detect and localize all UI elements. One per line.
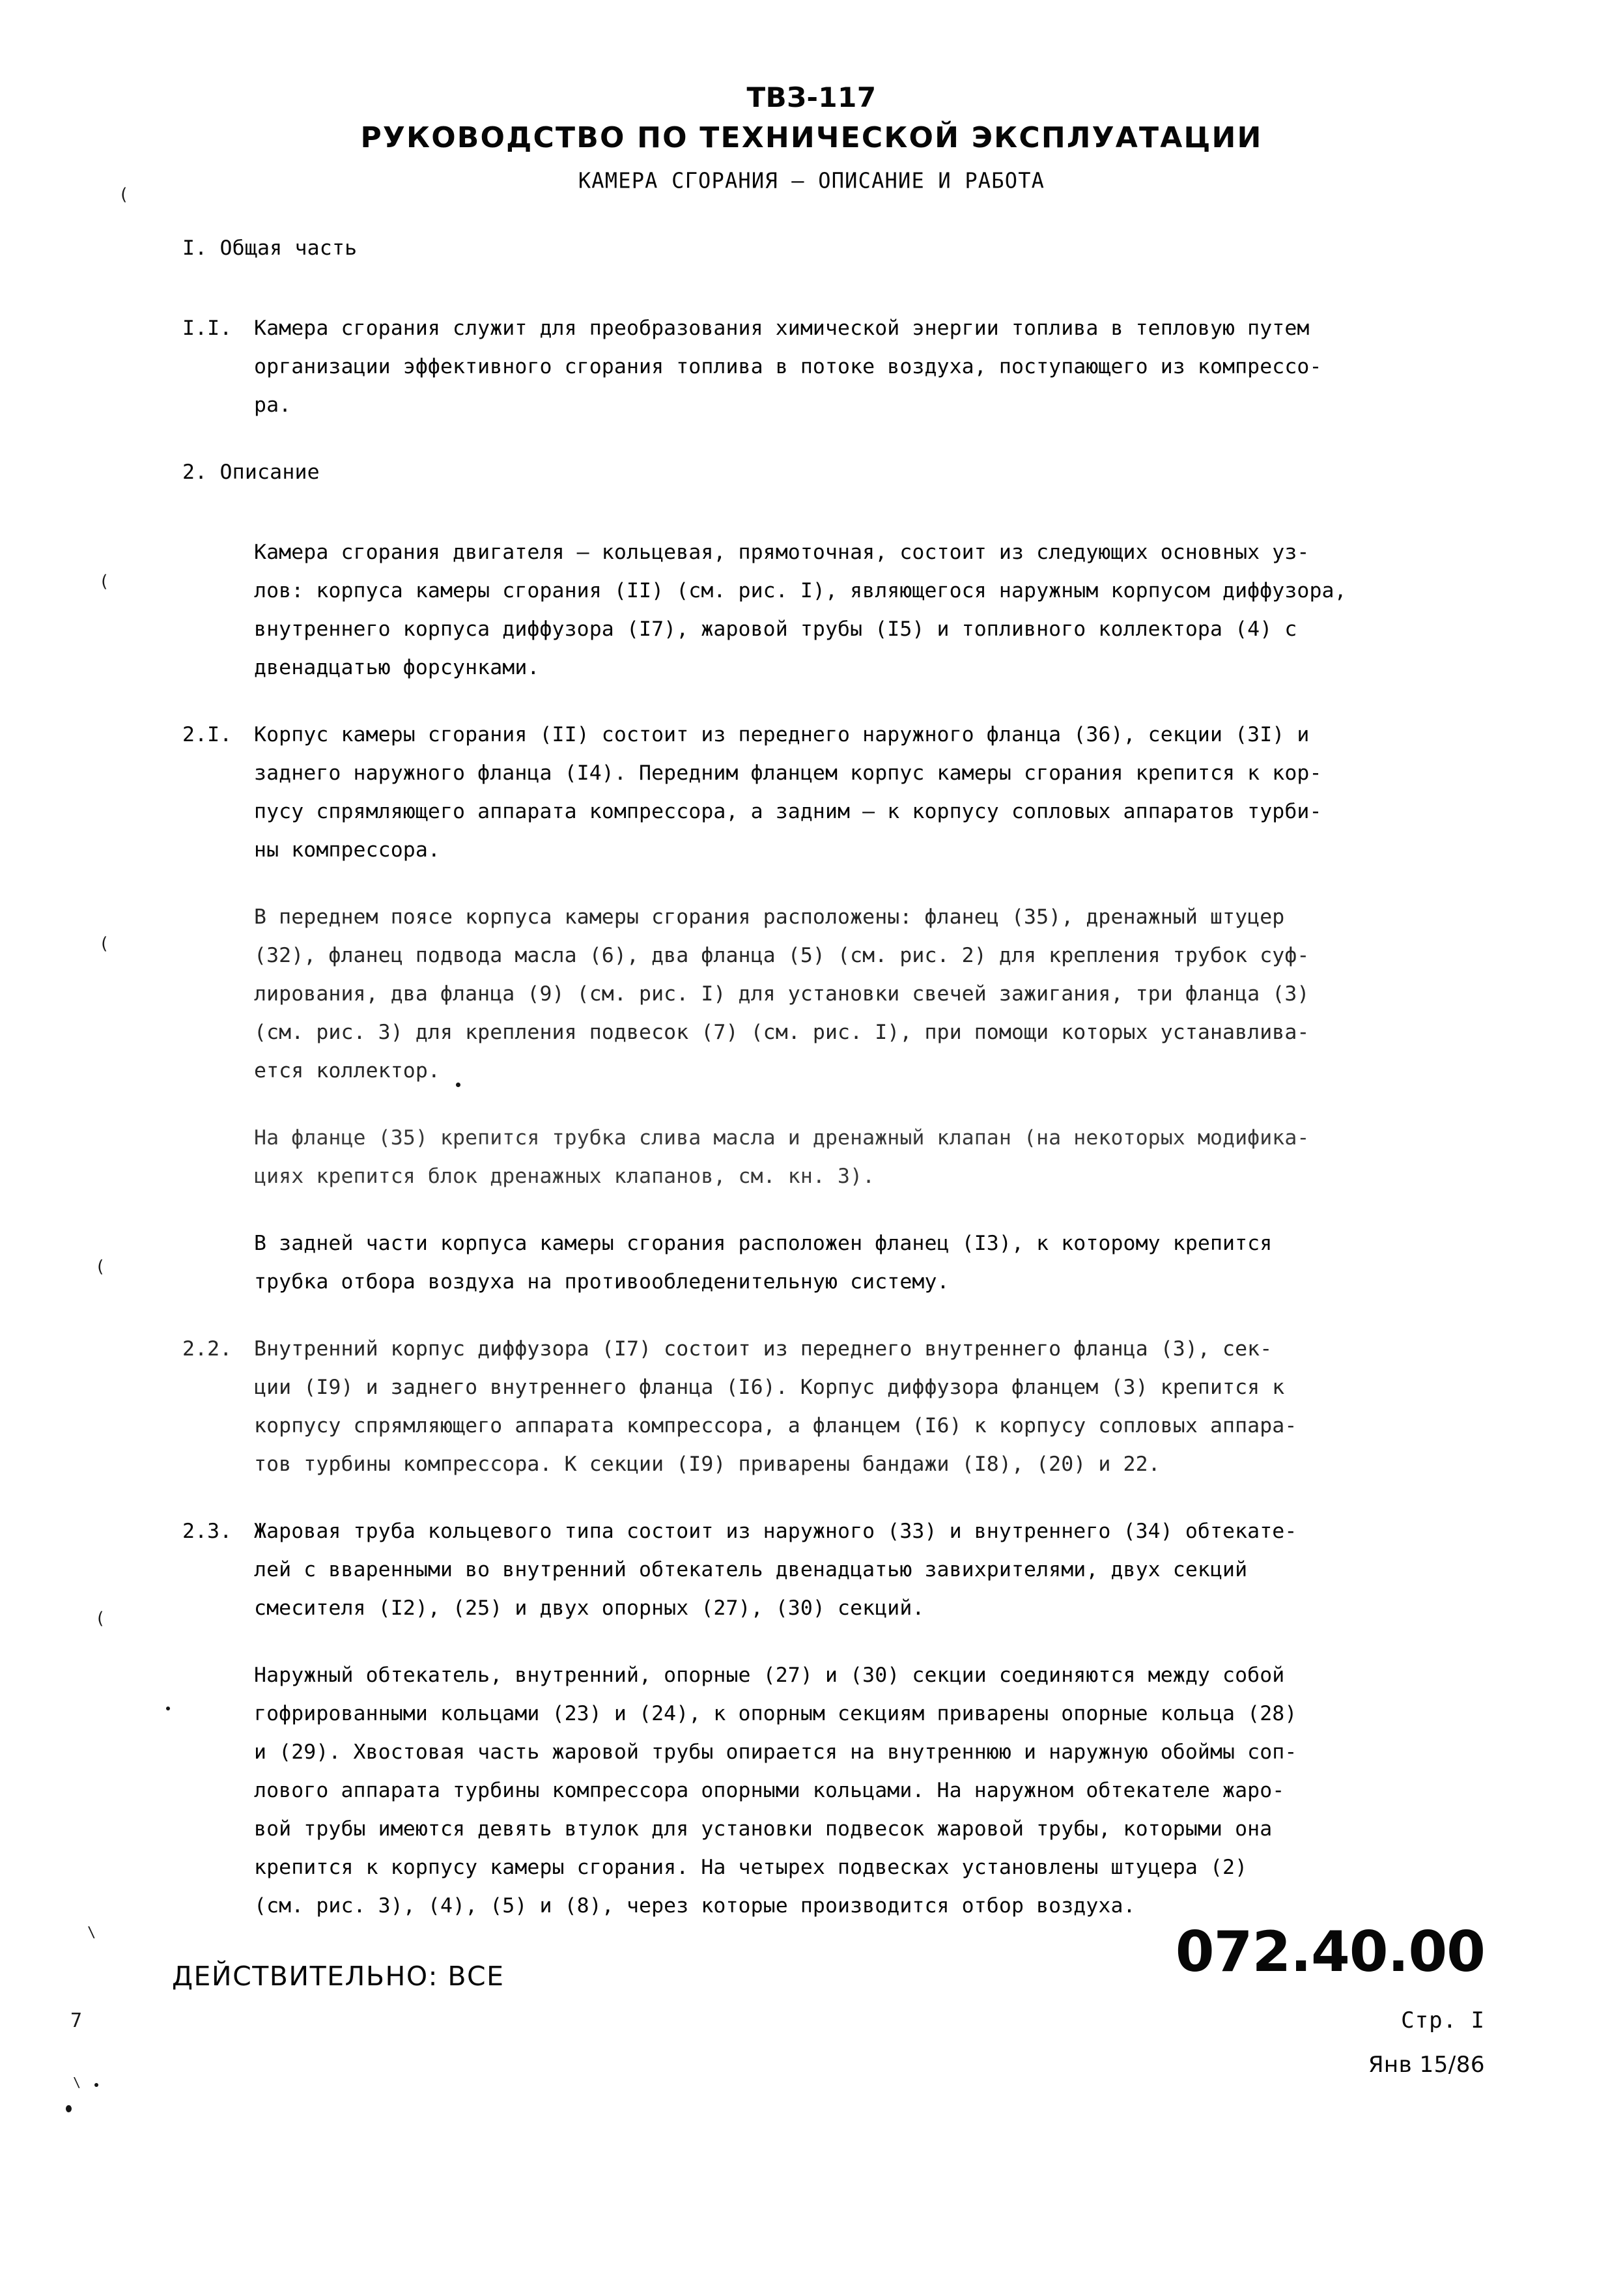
item-1-1-line: Камера сгорания служит для преобразования химической энергии топлива в тепловую путем [254, 317, 1310, 340]
scan-speck [66, 2105, 72, 2112]
item-2-2-line: ции (I9) и заднего внутреннего фланца (I6). Корпус диффузора фланцем (3) крепится к [254, 1376, 1285, 1399]
scan-artifact-mark: ( [95, 1257, 106, 1277]
paragraph-line: трубка отбора воздуха на противообледенительную систему. [254, 1270, 950, 1294]
item-2-2-line: тов турбины компрессора. К секции (I9) приварены бандажи (I8), (20) и 22. [254, 1453, 1161, 1476]
section-1-heading [0, 229, 1623, 268]
header-chapter-subtitle: КАМЕРА СГОРАНИЯ – ОПИСАНИЕ И РАБОТА [578, 167, 1045, 193]
paragraph-line: лового аппарата турбины компрессора опорными кольцами. На наружном обтекателе жаро- [254, 1779, 1285, 1802]
paragraph-line: вой трубы имеются девять втулок для установки подвесок жаровой трубы, которыми она [254, 1817, 1273, 1841]
item-2-1-line: заднего наружного фланца (I4). Передним фланцем корпус камеры сгорания крепится к кор- [254, 761, 1322, 785]
paragraph-rear-part [254, 1225, 1493, 1301]
item-2-3 [182, 1512, 1499, 1628]
paragraph-line: двенадцатью форсунками. [254, 656, 540, 679]
item-2-2-line: Внутренний корпус диффузора (I7) состоит из переднего внутреннего фланца (3), сек- [254, 1337, 1273, 1361]
paragraph-line: (см. рис. 3) для крепления подвесок (7) (см. рис. I), при помощи которых устанавлива- [254, 1021, 1310, 1044]
item-1-1-line: ра. [254, 393, 292, 417]
section-1-heading-text: I. Общая часть [182, 236, 358, 260]
section-2-heading-text: 2. Описание [182, 461, 320, 484]
paragraph-line: (см. рис. 3), (4), (5) и (8), через которые производится отбор воздуха. [254, 1894, 1136, 1918]
item-2-2-number: 2.2. [182, 1337, 233, 1361]
item-2-2-line: корпусу спрямляющего аппарата компрессора, а фланцем (I6) к корпусу сопловых аппара- [254, 1414, 1297, 1438]
paragraph-line: внутреннего корпуса диффузора (I7), жаровой трубы (I5) и топливного коллектора (4) с [254, 617, 1297, 641]
header-manual-title: РУКОВОДСТВО ПО ТЕХНИЧЕСКОЙ ЭКСПЛУАТАЦИИ [360, 121, 1263, 154]
paragraph-line: На фланце (35) крепится трубка слива масла и дренажный клапан (на некоторых модифика- [254, 1126, 1310, 1150]
scan-artifact-mark: ( [95, 1609, 106, 1628]
item-2-1 [182, 716, 1499, 870]
scan-artifact-mark: ( [99, 572, 109, 591]
paragraph-line: лирования, два фланца (9) (см. рис. I) для установки свечей зажигания, три фланца (3) [254, 982, 1310, 1006]
paragraph-line: Камера сгорания двигателя – кольцевая, прямоточная, состоит из следующих основных уз- [254, 541, 1310, 564]
scan-artifact-mark: \ [73, 2075, 81, 2090]
item-2-3-number: 2.3. [182, 1520, 233, 1543]
item-2-1-number: 2.I. [182, 723, 233, 746]
item-2-3-line: Жаровая труба кольцевого типа состоит из наружного (33) и внутреннего (34) обтекате- [254, 1520, 1297, 1543]
item-1-1 [182, 309, 1499, 425]
paragraph-line: В задней части корпуса камеры сгорания расположен фланец (I3), к которому крепится [254, 1232, 1273, 1255]
item-2-1-line: Корпус камеры сгорания (II) состоит из переднего наружного фланца (36), секции (3I) и [254, 723, 1310, 746]
paragraph-front-belt [254, 898, 1493, 1090]
scan-artifact-mark: \ [87, 1925, 96, 1941]
footer-validity: ДЕЙСТВИТЕЛЬНО: ВСЕ [172, 1961, 505, 1992]
document-body [0, 229, 1623, 1925]
footer-chapter-code: 072.40.00 [1175, 1920, 1485, 1985]
item-1-1-line: организации эффективного сгорания топлива в потоке воздуха, поступающего из компрессо- [254, 355, 1322, 378]
scan-artifact-mark: ( [119, 185, 129, 205]
paragraph-line: В переднем поясе корпуса камеры сгорания расположены: фланец (35), дренажный штуцер [254, 905, 1285, 929]
scan-speck [166, 1707, 170, 1710]
paragraph-line: крепится к корпусу камеры сгорания. На четырех подвесках установлены штуцера (2) [254, 1856, 1248, 1879]
section-2-heading [0, 453, 1623, 492]
item-2-1-line: пусу спрямляющего аппарата компрессора, а задним – к корпусу сопловых аппаратов турби- [254, 800, 1322, 823]
header-engine-model: ТВЗ-117 [746, 81, 877, 113]
paragraph-outer-fairing [254, 1656, 1493, 1925]
scan-artifact-mark: ( [99, 934, 109, 954]
footer-revision-date: Янв 15/86 [1368, 2052, 1485, 2078]
item-1-1-number: I.I. [182, 317, 233, 340]
footer-page-number: Стр. I [1401, 2007, 1485, 2034]
paragraph-line: Наружный обтекатель, внутренний, опорные (27) и (30) секции соединяются между собой [254, 1664, 1285, 1687]
scan-artifact-mark: 7 [70, 2009, 83, 2032]
scan-speck [94, 2083, 98, 2087]
paragraph-line: циях крепится блок дренажных клапанов, см. кн. 3). [254, 1165, 875, 1188]
paragraph-line: ется коллектор. [254, 1059, 440, 1083]
paragraph-line: гофрированными кольцами (23) и (24), к опорным секциям приварены опорные кольца (28) [254, 1702, 1297, 1725]
paragraph-line: (32), фланец подвода масла (6), два фланца (5) (см. рис. 2) для крепления трубок суф- [254, 944, 1310, 967]
paragraph-section-2-intro [254, 533, 1493, 687]
paragraph-flange-35 [254, 1119, 1493, 1196]
paragraph-line: лов: корпуса камеры сгорания (II) (см. рис. I), являющегося наружным корпусом диффузора, [254, 579, 1347, 602]
item-2-3-line: смесителя (I2), (25) и двух опорных (27), (30) секций. [254, 1596, 925, 1620]
item-2-2 [182, 1330, 1499, 1484]
item-2-3-line: лей с вваренными во внутренний обтекатель двенадцатью завихрителями, двух секций [254, 1558, 1248, 1581]
item-2-1-line: ны компрессора. [254, 838, 440, 862]
scan-speck [456, 1083, 460, 1087]
paragraph-line: и (29). Хвостовая часть жаровой трубы опирается на внутреннюю и наружную обоймы соп- [254, 1740, 1297, 1764]
